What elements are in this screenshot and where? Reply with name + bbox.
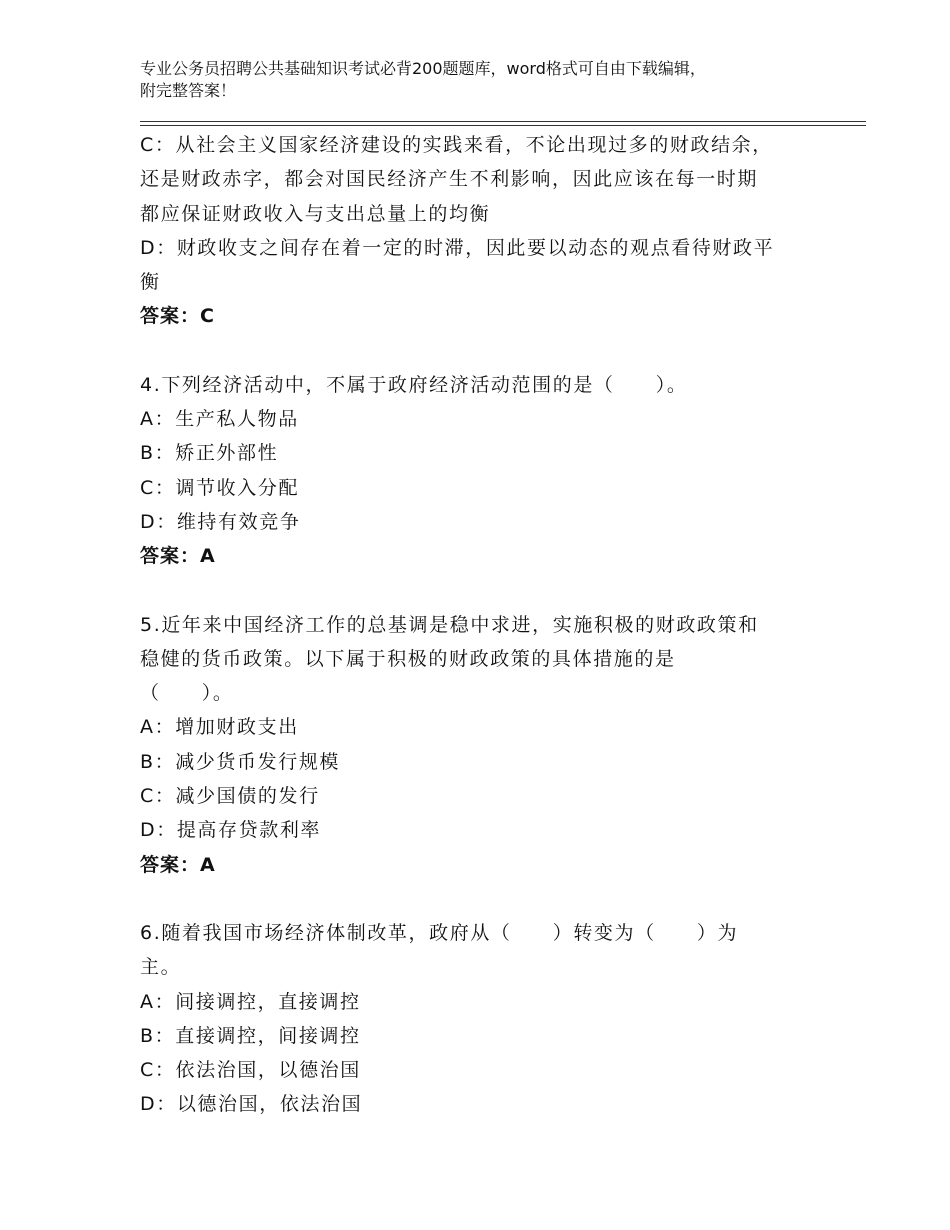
option-text-line: B：直接调控，间接调控	[140, 1024, 361, 1047]
answer-key: 答案：C	[140, 305, 215, 328]
option-text-line: B：减少货币发行规模	[140, 750, 341, 773]
answer-option	[140, 1019, 830, 1053]
answer-option	[140, 505, 830, 539]
answer-option	[140, 710, 830, 744]
answer-option	[140, 779, 830, 813]
option-text-line: A：间接调控，直接调控	[140, 990, 361, 1013]
header-line: 专业公务员招聘公共基础知识考试必背200题题库，word格式可自由下载编辑，	[140, 59, 706, 78]
option-text-line: D：维持有效竞争	[140, 510, 301, 533]
question-stem-line: 4.下列经济活动中，不属于政府经济活动范围的是（ ）。	[140, 373, 688, 396]
answer-option	[140, 402, 830, 436]
document-header	[140, 58, 840, 102]
answer-option	[140, 1053, 830, 1087]
question-block	[140, 916, 830, 1122]
option-text-line: D：财政收支之间存在着一定的时滞，因此要以动态的观点看待财政平	[140, 236, 775, 259]
question-spacer	[140, 882, 830, 916]
question-spacer	[140, 334, 830, 368]
question-block	[140, 608, 830, 882]
question-stem-line: 6.随着我国市场经济体制改革，政府从（ ）转变为（ ）为	[140, 921, 739, 944]
answer-option	[140, 436, 830, 470]
option-text-line: A：生产私人物品	[140, 408, 299, 431]
option-text-line: D：提高存贷款利率	[140, 819, 322, 842]
question-stem-line: （ ）。	[140, 682, 234, 705]
option-text-line: 都应保证财政收入与支出总量上的均衡	[140, 202, 491, 225]
header-line: 附完整答案！	[140, 81, 237, 100]
question-stem-line: 主。	[140, 956, 182, 979]
answer-key: 答案：A	[140, 545, 216, 568]
header-divider-top	[140, 121, 866, 122]
answer-option	[140, 1087, 830, 1121]
question-spacer	[140, 574, 830, 608]
answer-option	[140, 231, 830, 300]
answer-option	[140, 128, 830, 231]
option-text-line: D：以德治国，依法治国	[140, 1093, 363, 1116]
answer-option	[140, 471, 830, 505]
option-text-line: C：减少国债的发行	[140, 785, 320, 808]
option-text-line: 衡	[140, 271, 161, 294]
question-list	[140, 128, 830, 1122]
header-divider-bottom	[140, 125, 866, 126]
question-block	[140, 128, 830, 334]
option-text-line: 还是财政赤字，都会对国民经济产生不利影响，因此应该在每一时期	[140, 168, 759, 191]
answer-key: 答案：A	[140, 853, 216, 876]
option-text-line: B：矫正外部性	[140, 442, 279, 465]
option-text-line: A：增加财政支出	[140, 716, 299, 739]
answer-option	[140, 745, 830, 779]
question-block	[140, 368, 830, 574]
answer-option	[140, 985, 830, 1019]
question-stem-line: 稳健的货币政策。以下属于积极的财政政策的具体措施的是	[140, 647, 676, 670]
question-stem-line: 5.近年来中国经济工作的总基调是稳中求进，实施积极的财政政策和	[140, 613, 759, 636]
answer-option	[140, 813, 830, 847]
option-text-line: C：调节收入分配	[140, 476, 300, 499]
option-text-line: C：从社会主义国家经济建设的实践来看，不论出现过多的财政结余，	[140, 134, 773, 156]
option-text-line: C：依法治国，以德治国	[140, 1059, 361, 1082]
